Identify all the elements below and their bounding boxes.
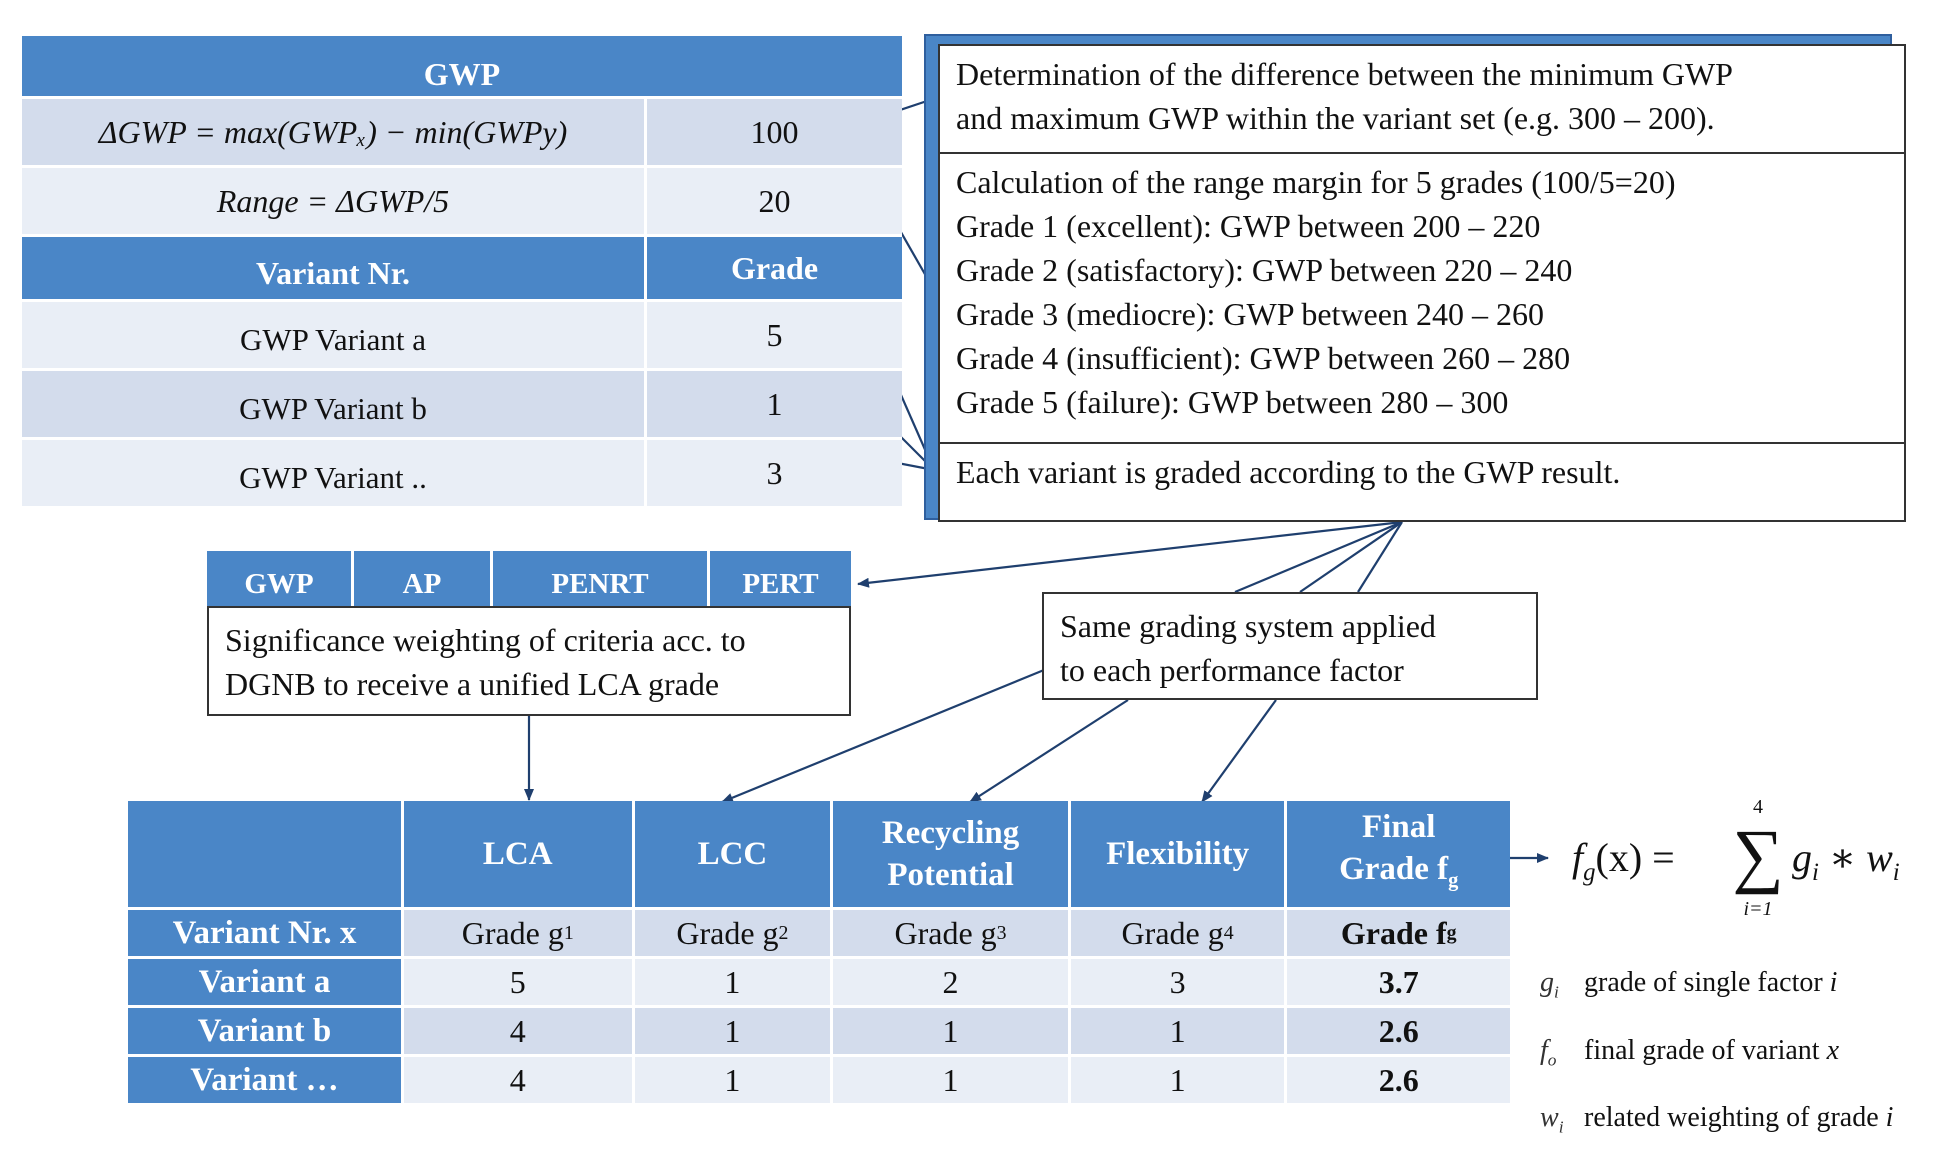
header-recycling-potential — [830, 801, 1067, 907]
results-row-label: Variant a — [128, 959, 401, 1005]
grade-label-text: Grade g — [676, 914, 779, 951]
legend-symbol — [1540, 1022, 1584, 1090]
formula-lhs — [1572, 834, 1675, 887]
legend-symbol-sub: i — [1554, 982, 1559, 1002]
results-row-label: Variant … — [128, 1057, 401, 1103]
gwp-variant-name: GWP Variant a — [240, 322, 426, 357]
grade-label-row — [128, 907, 1510, 956]
grade-label-cell — [1068, 910, 1285, 956]
gwp-variant-name: GWP Variant .. — [239, 460, 427, 495]
legend-text: final grade of variant — [1584, 1034, 1827, 1066]
range-value: 20 — [644, 168, 902, 234]
formula-lhs-sub: g — [1583, 859, 1596, 886]
same-grading-line: Same grading system applied — [1060, 608, 1436, 644]
header-final-sub: g — [1448, 869, 1459, 892]
results-row — [128, 1054, 1510, 1103]
results-row — [128, 956, 1510, 1005]
gwp-variant-grade: 1 — [644, 371, 902, 437]
grade-header: Grade — [644, 237, 902, 299]
sum-upper-limit: 4 — [1753, 796, 1763, 818]
grade-3-line: Grade 3 (mediocre): GWP between 240 – 260 — [956, 296, 1544, 332]
arrow-panel-to-pert — [858, 522, 1402, 584]
gwp-table — [22, 36, 902, 506]
formula-times-w: ∗ w — [1818, 835, 1893, 880]
results-table — [128, 801, 1510, 1103]
header-flexibility — [1068, 801, 1285, 907]
legend-item — [1540, 1022, 1950, 1090]
header-recycling-line1: Recycling — [881, 815, 1020, 851]
legend-text: grade of single factor — [1584, 967, 1830, 998]
legend-var: i — [1829, 967, 1838, 998]
delta-gwp-formula-text: ΔGWP = max(GWPₓ) − min(GWPy) — [98, 113, 568, 150]
results-cell: 1 — [830, 1008, 1067, 1054]
description-panel — [924, 34, 1892, 520]
weighting-note-box — [207, 606, 851, 716]
formula-lhs-f: f — [1572, 835, 1584, 880]
arrow-same-grading-to-recycling — [970, 700, 1128, 802]
results-cell: 1 — [1068, 1057, 1285, 1103]
calculation-line: Calculation of the range margin for 5 grades (100/5=20) — [956, 164, 1676, 200]
header-final-line2 — [1339, 848, 1458, 902]
legend-symbol-text: f — [1540, 1034, 1548, 1066]
results-cell: 1 — [632, 1057, 831, 1103]
grade-label-text: Grade g — [1121, 914, 1224, 951]
gwp-variant-row — [22, 299, 902, 368]
delta-gwp-value: 100 — [644, 99, 902, 165]
variant-nr-header: Variant Nr. — [255, 254, 411, 291]
calculation-box — [938, 152, 1906, 458]
results-cell: 3 — [1068, 959, 1285, 1005]
range-row — [22, 165, 902, 234]
grade-label-cell — [830, 910, 1067, 956]
legend-var: x — [1826, 1034, 1839, 1066]
weighting-note-line: DGNB to receive a unified LCA grade — [225, 666, 720, 702]
header-final-grade — [1284, 801, 1510, 907]
criteria-strip — [207, 551, 851, 607]
grade-label-text: Grade f — [1340, 914, 1447, 951]
legend-symbol — [1540, 954, 1584, 1022]
header-lca — [401, 801, 632, 907]
formula-term-g: g — [1792, 835, 1812, 880]
legend-item — [1540, 954, 1950, 1022]
grade-label-sub: g — [1446, 921, 1457, 944]
criterion-pert: PERT — [742, 567, 819, 600]
delta-gwp-row — [22, 96, 902, 165]
grade-label-sub: 4 — [1223, 921, 1234, 944]
results-cell: 2 — [830, 959, 1067, 1005]
legend-symbol-text: w — [1540, 1102, 1559, 1134]
grade-label-text: Grade g — [894, 914, 997, 951]
results-header-row — [128, 801, 1510, 907]
formula-legend — [1540, 954, 1950, 1157]
same-grading-line: to each performance factor — [1060, 652, 1404, 688]
criterion-penrt: PENRT — [493, 551, 710, 607]
grade-label-sub: 3 — [996, 921, 1007, 944]
variant-grade-header — [22, 234, 902, 299]
each-variant-text: Each variant is graded according to the GWP result. — [956, 454, 1621, 490]
grade-5-line: Grade 5 (failure): GWP between 280 – 300 — [956, 384, 1509, 420]
sum-lower-limit: i=1 — [1743, 898, 1773, 920]
grade-label-cell — [632, 910, 831, 956]
legend-var: i — [1885, 1102, 1894, 1134]
range-formula-text: Range = ΔGWP/5 — [216, 182, 450, 219]
results-cell: 4 — [401, 1057, 632, 1103]
legend-symbol-text: g — [1540, 967, 1554, 998]
grade-2-line: Grade 2 (satisfactory): GWP between 220 – 240 — [956, 252, 1573, 288]
line-panel-to-same-grading-3 — [1358, 522, 1402, 592]
results-cell: 4 — [401, 1008, 632, 1054]
results-row — [128, 1005, 1510, 1054]
delta-gwp-formula — [22, 99, 644, 165]
grade-4-line: Grade 4 (insufficient): GWP between 260 – 280 — [956, 340, 1571, 376]
grade-1-line: Grade 1 (excellent): GWP between 200 – 220 — [956, 208, 1541, 244]
gwp-variant-grade: 5 — [644, 302, 902, 368]
header-final-line2-text: Grade f — [1339, 851, 1449, 888]
same-grading-box — [1042, 592, 1538, 700]
criterion-gwp: GWP — [207, 551, 354, 607]
results-header-blank — [128, 801, 401, 907]
gwp-variant-row — [22, 437, 902, 506]
results-cell: 5 — [401, 959, 632, 1005]
gwp-variant-name: GWP Variant b — [239, 391, 427, 426]
results-row-label: Variant b — [128, 1008, 401, 1054]
results-final-cell: 2.6 — [1284, 1008, 1510, 1054]
legend-text: related weighting of grade — [1584, 1102, 1886, 1134]
header-recycling-line2: Potential — [887, 857, 1014, 893]
results-cell: 1 — [830, 1057, 1067, 1103]
legend-item — [1540, 1089, 1950, 1157]
formula-w-sub: i — [1892, 859, 1900, 886]
results-final-cell: 3.7 — [1284, 959, 1510, 1005]
results-cell: 1 — [632, 1008, 831, 1054]
formula-term — [1792, 834, 1900, 887]
results-cell: 1 — [1068, 1008, 1285, 1054]
determination-line: and maximum GWP within the variant set (e.g. 300 – 200). — [956, 100, 1715, 136]
determination-box — [938, 44, 1906, 168]
arrow-same-grading-to-flexibility — [1202, 700, 1276, 802]
each-variant-box — [938, 442, 1906, 522]
criterion-ap: AP — [354, 551, 493, 607]
grade-label-sub: 1 — [563, 921, 574, 944]
header-lca-text: LCA — [482, 836, 553, 872]
gwp-variant-grade: 3 — [644, 440, 902, 506]
grade-label-text: Grade g — [461, 914, 564, 951]
range-formula — [22, 168, 644, 234]
header-lcc — [632, 801, 831, 907]
results-cell: 1 — [632, 959, 831, 1005]
grade-label-sub: 2 — [778, 921, 789, 944]
formula-lhs-arg: (x) = — [1595, 835, 1675, 880]
header-final-line1: Final — [1362, 809, 1436, 846]
legend-symbol-sub: i — [1558, 1117, 1564, 1137]
grade-row-label: Variant Nr. x — [128, 910, 401, 956]
header-lcc-text: LCC — [697, 836, 768, 872]
grade-label-cell — [401, 910, 632, 956]
header-flexibility-text: Flexibility — [1106, 836, 1250, 872]
sum-symbol: ∑ — [1732, 815, 1784, 895]
legend-symbol-sub: o — [1547, 1050, 1557, 1070]
gwp-table-header: GWP — [22, 36, 902, 96]
results-final-cell: 2.6 — [1284, 1057, 1510, 1103]
determination-line: Determination of the difference between the minimum GWP — [956, 56, 1733, 92]
final-grade-formula — [1572, 796, 1902, 926]
gwp-variant-row — [22, 368, 902, 437]
legend-symbol — [1540, 1089, 1584, 1157]
grade-label-cell — [1284, 910, 1510, 956]
weighting-note-line: Significance weighting of criteria acc. to — [225, 622, 746, 658]
formula-term-sub: i — [1812, 859, 1819, 886]
